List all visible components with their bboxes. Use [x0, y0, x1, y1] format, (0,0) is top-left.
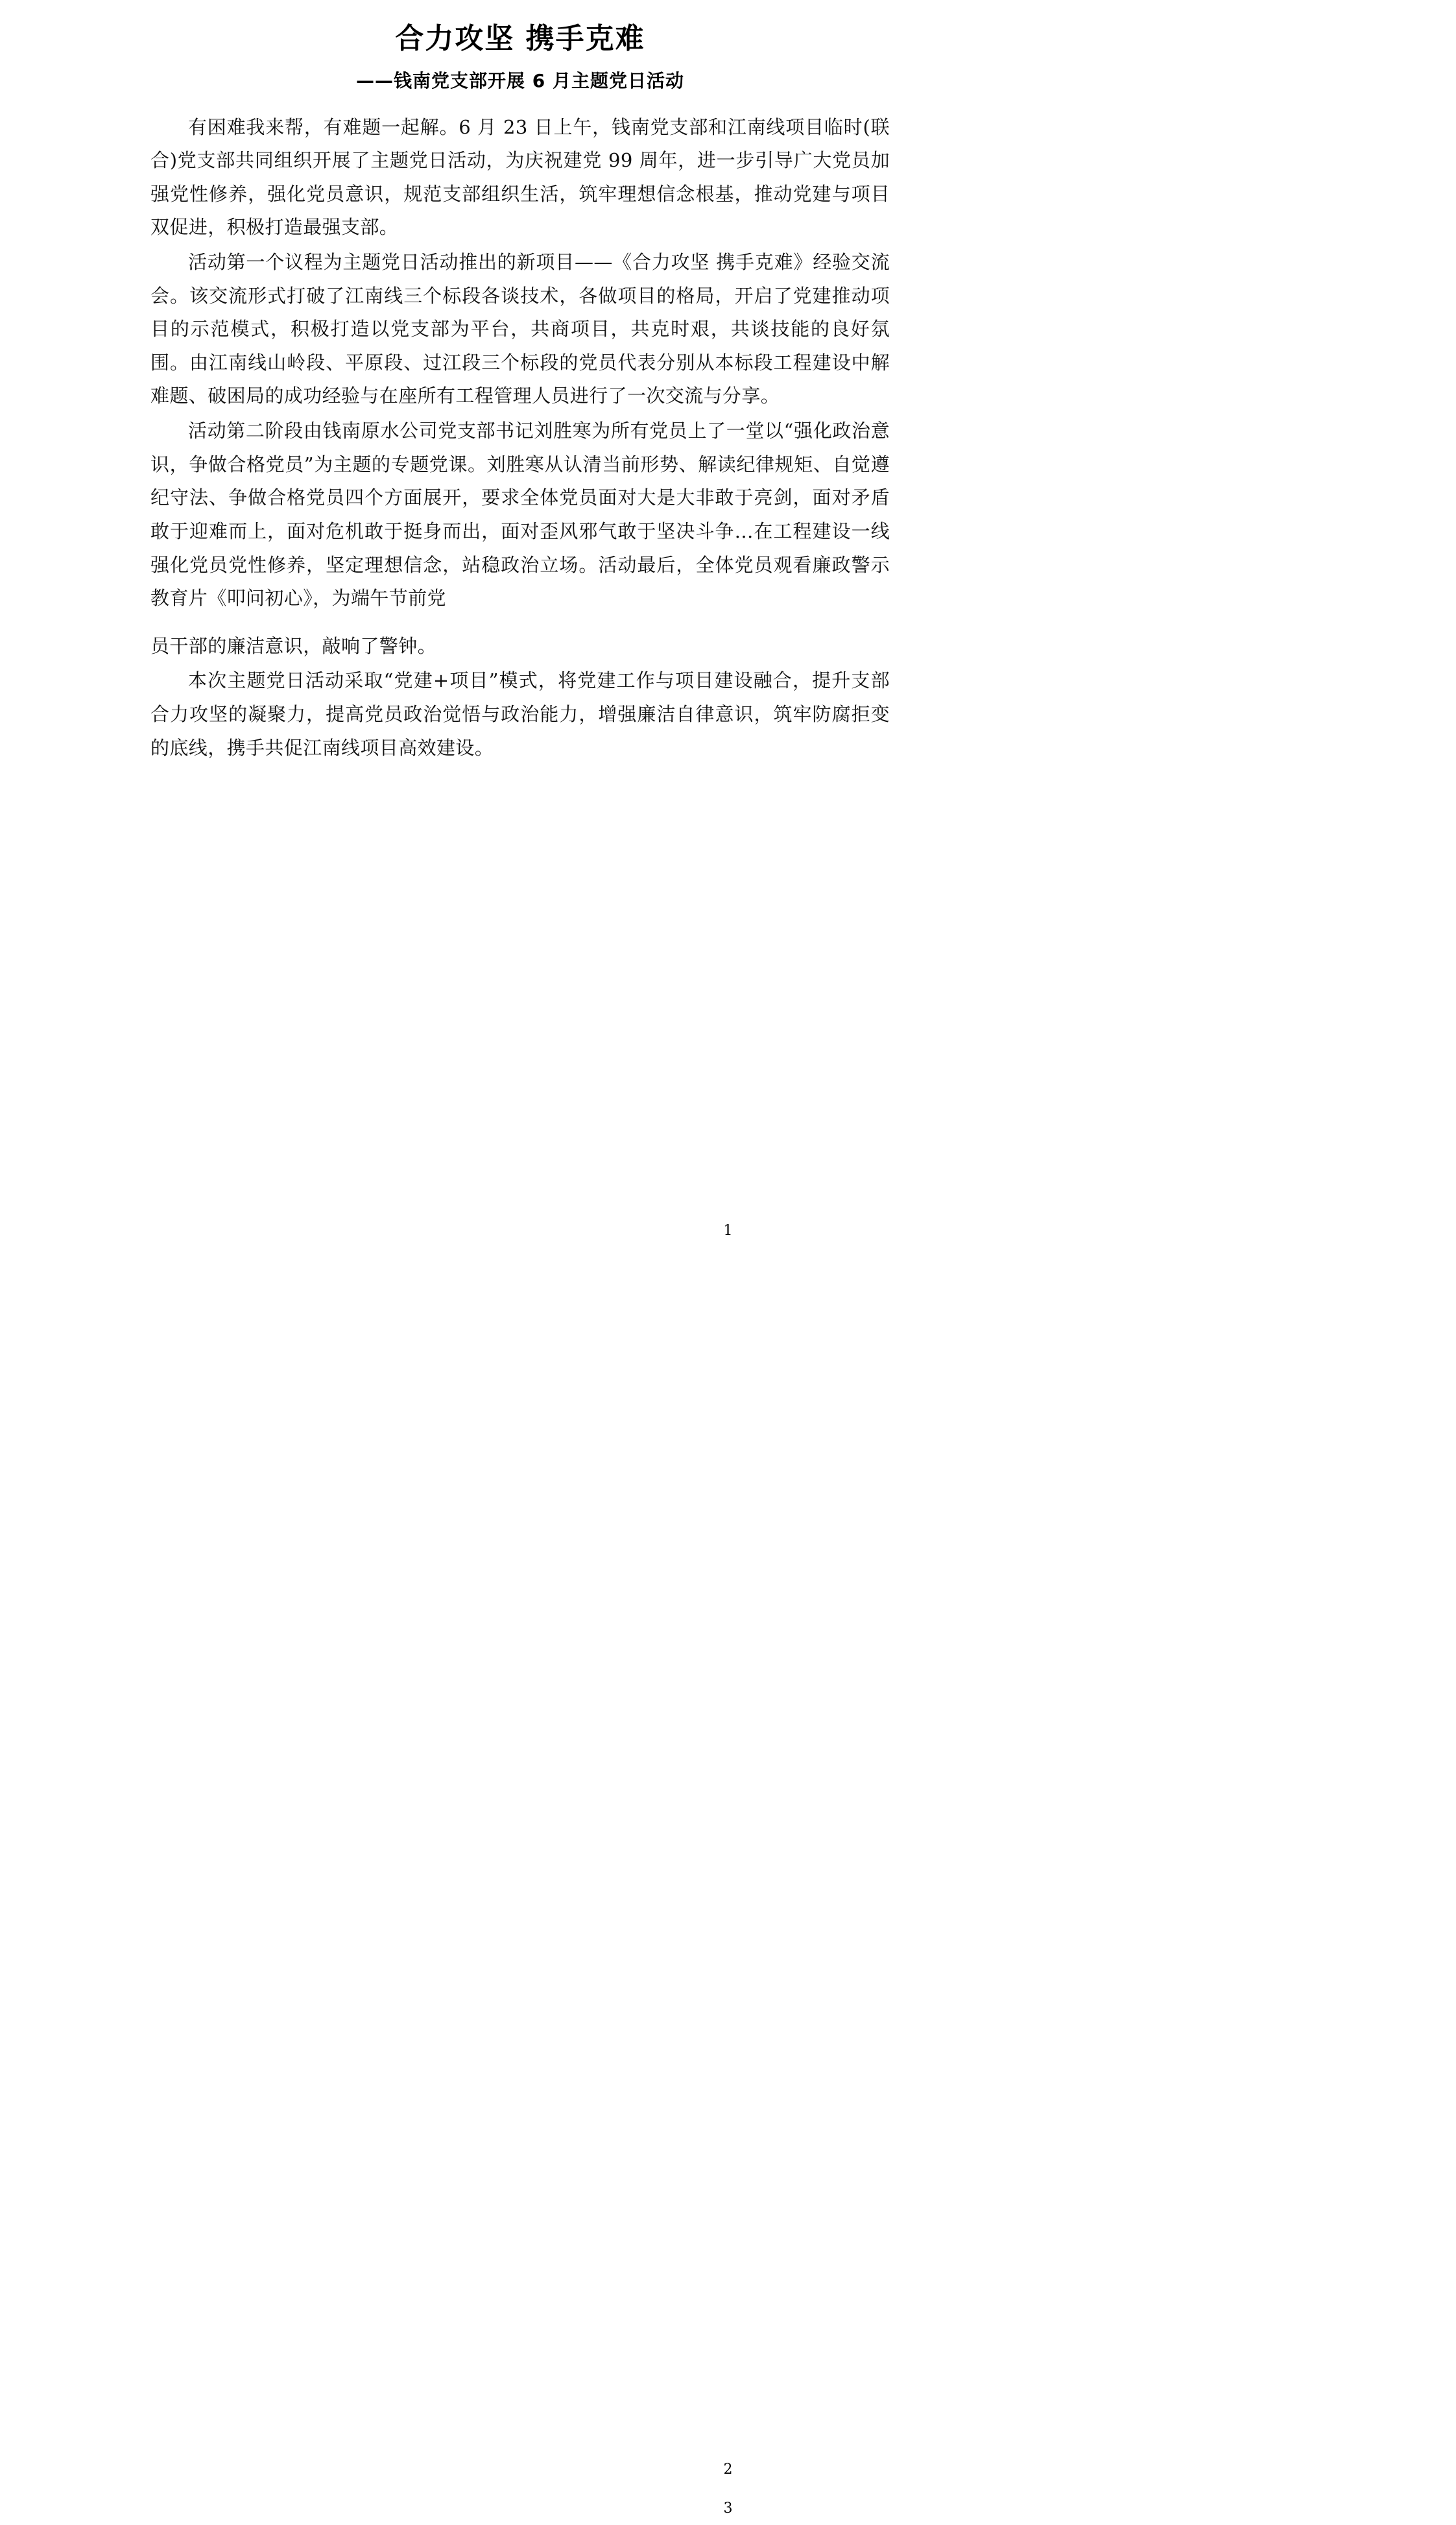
page-number-third: 3 — [723, 2500, 733, 2517]
page-subtitle: ——钱南党支部开展 6 月主题党日活动 — [356, 70, 684, 92]
page-number-second: 2 — [723, 2461, 733, 2478]
document-content — [150, 0, 890, 766]
paragraph: 本次主题党日活动采取“党建+项目”模式，将党建工作与项目建设融合，提升支部合力攻坚的凝聚力，提高党员政治觉悟与政治能力，增强廉洁自律意识，筑牢防腐拒变的底线，携手共促江南线项目高效建设。 — [150, 669, 890, 759]
page-number-first: 1 — [723, 1223, 733, 1239]
paragraph: 活动第二阶段由钱南原水公司党支部书记刘胜寒为所有党员上了一堂以“强化政治意识，争做合格党员”为主题的专题党课。刘胜寒从认清当前形势、解读纪律规矩、自觉遵纪守法、争做合格党员四个方面展开，要求全体党员面对大是大非敢于亮剑，面对矛盾敢于迎难而上，面对危机敢于挺身而出，面对歪风邪气敢于坚决斗争…在工程建设一线强化党员党性修养，坚定理想信念，站稳政治立场。活动最后，全体党员观看廉政警示教育片《叩问初心》，为端午节前党 — [150, 420, 890, 610]
page-title: 合力攻坚 携手克难 — [395, 22, 645, 55]
document-body — [150, 111, 890, 765]
paragraph: 活动第一个议程为主题党日活动推出的新项目——《合力攻坚 携手克难》经验交流会。该交流形式打破了江南线三个标段各谈技术，各做项目的格局，开启了党建推动项目的示范模式，积极打造以党支部为平台，共商项目，共克时艰，共谈技能的良好氛围。由江南线山岭段、平原段、过江段三个标段的党员代表分别从本标段工程建设中解难题、破困局的成功经验与在座所有工程管理人员进行了一次交流与分享。 — [150, 251, 890, 407]
page-break-gap — [150, 617, 890, 630]
paragraph: 有困难我来帮，有难题一起解。6 月 23 日上午，钱南党支部和江南线项目临时(联合)党支部共同组织开展了主题党日活动，为庆祝建党 99 周年，进一步引导广大党员加强党性修养，强化党员意识，规范支部组织生活，筑牢理想信念根基，推动党建与项目双促进，积极打造最强支部。 — [150, 115, 890, 239]
paragraph-continuation: 员干部的廉洁意识，敲响了警钟。 — [150, 634, 437, 657]
